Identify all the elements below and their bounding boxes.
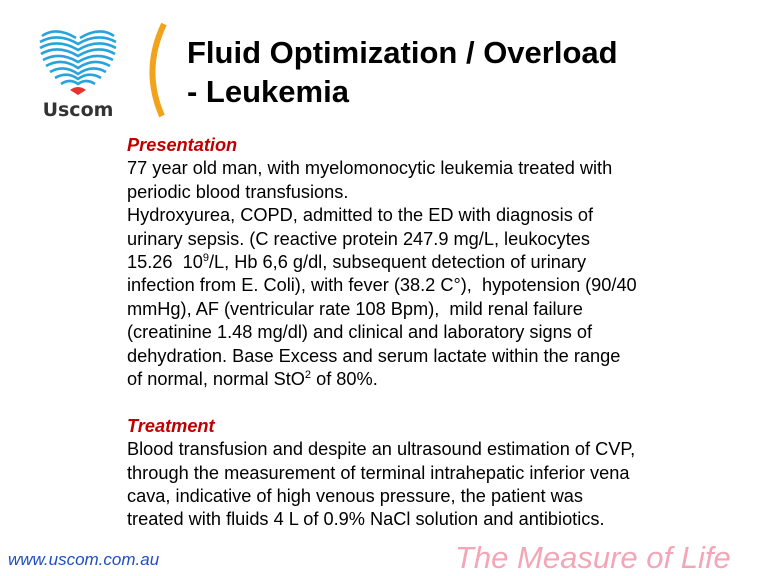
text: of 80%.	[311, 369, 378, 390]
body-line: mmHg), AF (ventricular rate 108 Bpm), mild renal failure	[127, 298, 583, 319]
superscript: 2	[304, 369, 312, 381]
slide-body	[127, 134, 637, 532]
treatment-heading: Treatment	[127, 415, 215, 436]
heart-waves-icon	[36, 24, 120, 120]
presentation-heading: Presentation	[127, 135, 238, 155]
body-line: 77 year old man, with myelomonocytic leukemia treated with	[127, 158, 613, 179]
svg-text:Uscom: Uscom	[42, 99, 114, 120]
body-line: through the measurement of terminal intrahepatic inferior vena	[127, 462, 630, 483]
body-line: (creatinine 1.48 mg/dl) and clinical and laboratory signs of	[127, 322, 593, 343]
uscom-logo	[36, 24, 120, 120]
title-line-2: - Leukemia	[187, 74, 349, 109]
body-line: periodic blood transfusions.	[127, 181, 349, 202]
body-line: infection from E. Coli), with fever (38.2 C°), hypotension (90/40	[127, 275, 637, 296]
slide-title	[187, 33, 618, 111]
body-line: Blood transfusion and despite an ultrasound estimation of CVP,	[127, 439, 636, 460]
superscript: 9	[202, 251, 209, 264]
body-line	[127, 368, 637, 391]
body-line: Hydroxyurea, COPD, admitted to the ED with diagnosis of	[127, 205, 594, 226]
body-line	[127, 251, 637, 274]
title-line-1: Fluid Optimization / Overload	[187, 35, 618, 70]
text: 15.26 10	[127, 252, 203, 273]
text: /L, Hb 6,6 g/dl, subsequent detection of urinary	[208, 252, 587, 273]
text: of normal, normal StO	[127, 369, 305, 390]
body-line: dehydration. Base Excess and serum lactate within the range	[127, 345, 621, 366]
footer-tagline: The Measure of Life	[455, 540, 731, 575]
orange-bracket-icon	[140, 20, 170, 120]
footer-url-link[interactable]: www.uscom.com.au	[8, 550, 160, 569]
body-line: cava, indicative of high venous pressure, the patient was	[127, 486, 583, 507]
body-line: urinary sepsis. (C reactive protein 247.9 mg/L, leukocytes	[127, 228, 590, 249]
body-line: treated with fluids 4 L of 0.9% NaCl solution and antibiotics.	[127, 509, 605, 530]
